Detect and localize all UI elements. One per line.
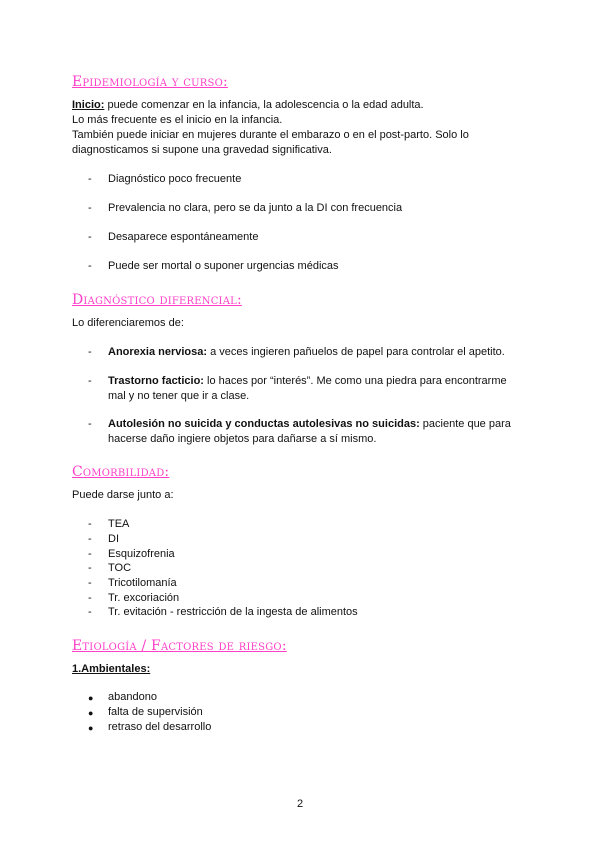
dash-marker: - — [88, 260, 92, 272]
inicio-text: puede comenzar en la infancia, la adolescencia o la edad adulta. — [104, 99, 424, 111]
paragraph-line: diagnosticamos si supone una gravedad significativa. — [72, 144, 332, 156]
dash-marker: - — [88, 375, 92, 387]
subheading-ambientales: 1.Ambientales: — [72, 663, 151, 675]
dash-marker: - — [88, 606, 92, 618]
paragraph-line: También puede iniciar en mujeres durante el embarazo o en el post-parto. Solo lo — [72, 129, 469, 141]
dash-marker: - — [88, 346, 92, 358]
inicio-line — [72, 98, 424, 112]
bullet-marker: ● — [88, 723, 94, 733]
dash-marker: - — [88, 562, 92, 574]
paragraph-line: Lo más frecuente es el inicio en la infancia. — [72, 114, 283, 126]
dash-marker: - — [88, 577, 92, 589]
bullet-marker: ● — [88, 693, 94, 703]
heading-etiologia: Etiología / Factores de riesgo: — [72, 638, 287, 654]
document-page: Epidemiología y curso: Inicio: puede comenzar en la infancia, la adolescencia o la edad adulta. Lo más frecuente es el inicio en la infancia. También puede iniciar en mujeres durante el embarazo o en el post-parto. Solo lo diagnosticamos si supone una gravedad significativa. - Diagnóstico poco frecuente - Prevalencia no clara, pero se da junto a la DI con frecuencia - Desaparece espontáneamente - Puede ser mortal o suponer urgencias médicas Diagnóstico diferencial: Lo diferenciaremos de: - Anorexia nerviosa: a veces ingieren pañuelos de papel para controlar el apetito. - Trastorno facticio: lo haces por “interés”. Me como una piedra para encontrarme mal y no tener que ir a clase. - Autolesión no suicida y conductas autolesivas no suicidas: paciente que para hacerse daño ingiere objetos para dañarse a sí mismo. Comorbilidad: Puede darse junto a: - TEA - DI - Esquizofrenia - TOC - Tricotilomanía - Tr. excoriación - Tr. evitación - restricción de la ingesta de alimentos Etiología / Factores de riesgo: 1.Ambientales: ● abandono ● falta de supervisión ● retraso del desarrollo 2 — [0, 0, 600, 848]
heading-epidemiologia: Epidemiología y curso: — [72, 74, 228, 90]
dash-marker: - — [88, 173, 92, 185]
heading-diagnostico: Diagnóstico diferencial: — [72, 292, 242, 308]
bullet-marker: ● — [88, 708, 94, 718]
dash-marker: - — [88, 533, 92, 545]
dash-marker: - — [88, 592, 92, 604]
dash-marker: - — [88, 548, 92, 560]
dash-marker: - — [88, 231, 92, 243]
dash-marker: - — [88, 202, 92, 214]
dash-marker: - — [88, 518, 92, 530]
heading-comorbilidad: Comorbilidad: — [72, 464, 170, 480]
dash-marker: - — [88, 418, 92, 430]
paragraph-line: Lo diferenciaremos de: — [72, 317, 184, 329]
paragraph-line: Puede darse junto a: — [72, 489, 174, 501]
page-number: 2 — [296, 798, 304, 810]
inicio-label: Inicio: — [72, 99, 105, 111]
